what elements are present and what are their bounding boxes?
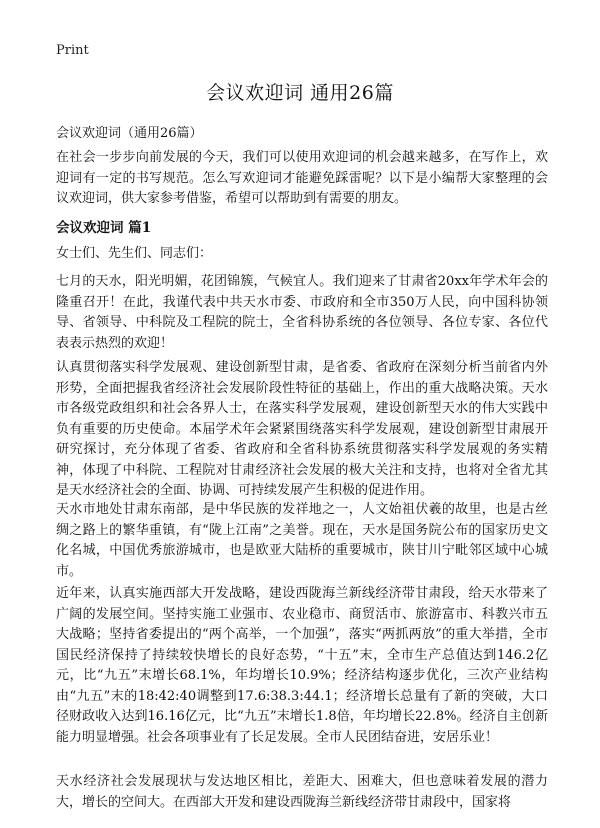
intro-paragraph: 在社会一步步向前发展的今天，我们可以使用欢迎词的机会越来越多，在写作上，欢迎词有一定的书写规范。怎么写欢迎词才能避免踩雷呢？以下是小编帮大家整理的会议欢迎词，供大家参考借鉴，希望可以帮助到有需要的朋友。 (56, 150, 548, 206)
print-link[interactable]: Print (56, 43, 89, 58)
body-paragraph-2: 认真贯彻落实科学发展观、建设创新型甘肃，是省委、省政府在深刻分析当前省内外形势，全面把握我省经济社会发展阶段性特征的基础上，作出的重大战略决策。天水市各级党政组织和社会各界人士，在落实科学发展观，建设创新型天水的伟大实践中负有重要的历史使命。本届学术年会紧紧围绕落实科学发展观，建设创新型甘肃展开研究探讨，充分体现了省委、省政府和全省科协系统贯彻落实科学发展观的务实精神，体现了中科院、工程院对甘肃经济社会发展的极大关注和支持，也将对全省尤其是天水经济社会的全面、协调、可持续发展产生积极的促进作用。 (56, 360, 548, 498)
section-heading: 会议欢迎词 篇1 (56, 220, 152, 236)
body-paragraph-4: 近年来，认真实施西部大开发战略，建设西陇海兰新线经济带甘肃段，给天水带来了广阔的发展空间。坚持实施工业强市、农业稳市、商贸活市、旅游富市、科教兴市五大战略；坚持省委提出的“两个高举，一个加强”，落实“两抓两放”的重大举措，全市国民经济保持了持续较快增长的良好态势，“十五”末，全市生产总值达到146.2亿元，比“九五”末增长68.1%，年均增长10.9%；经济结构逐步优化，三次产业结构由“九五”末的18:42:40调整到17.6:38.3:44.1；经济增长总量有了新的突破，大口径财政收入达到16.16亿元，比“九五”末增长1.8倍，年均增长22.8%。经济自主创新能力明显增强。社会各项事业有了长足发展。全市人民团结奋进，安居乐业！ (56, 586, 548, 745)
body-paragraph-5: 天水经济社会发展现状与发达地区相比，差距大、困难大，但也意味着发展的潜力大，增长的空间大。在西部大开发和建设西陇海兰新线经济带甘肃段中，国家将 (56, 774, 548, 810)
document-title: 会议欢迎词 通用26篇 (206, 82, 394, 104)
document-subtitle: 会议欢迎词（通用26篇） (56, 126, 203, 141)
greeting-line: 女士们、先生们、同志们： (56, 246, 213, 261)
body-paragraph-3: 天水市地处甘肃东南部，是中华民族的发祥地之一，人文始祖伏羲的故里，也是古丝绸之路上的繁华重镇，有“陇上江南”之美誉。现在，天水是国务院公布的国家历史文化名城，中国优秀旅游城市，也是欧亚大陆桥的重要城市，陕甘川宁毗邻区域中心城市。 (56, 502, 548, 579)
body-paragraph-1: 七月的天水，阳光明媚，花团锦簇，气候宜人。我们迎来了甘肃省20xx年学术年会的隆重召开！在此，我谨代表中共天水市委、市政府和全市350万人民，向中国科协领导、省领导、中科院及工程院的院士，全省科协系统的各位领导、各位专家、各位代表表示热烈的欢迎！ (56, 274, 548, 351)
